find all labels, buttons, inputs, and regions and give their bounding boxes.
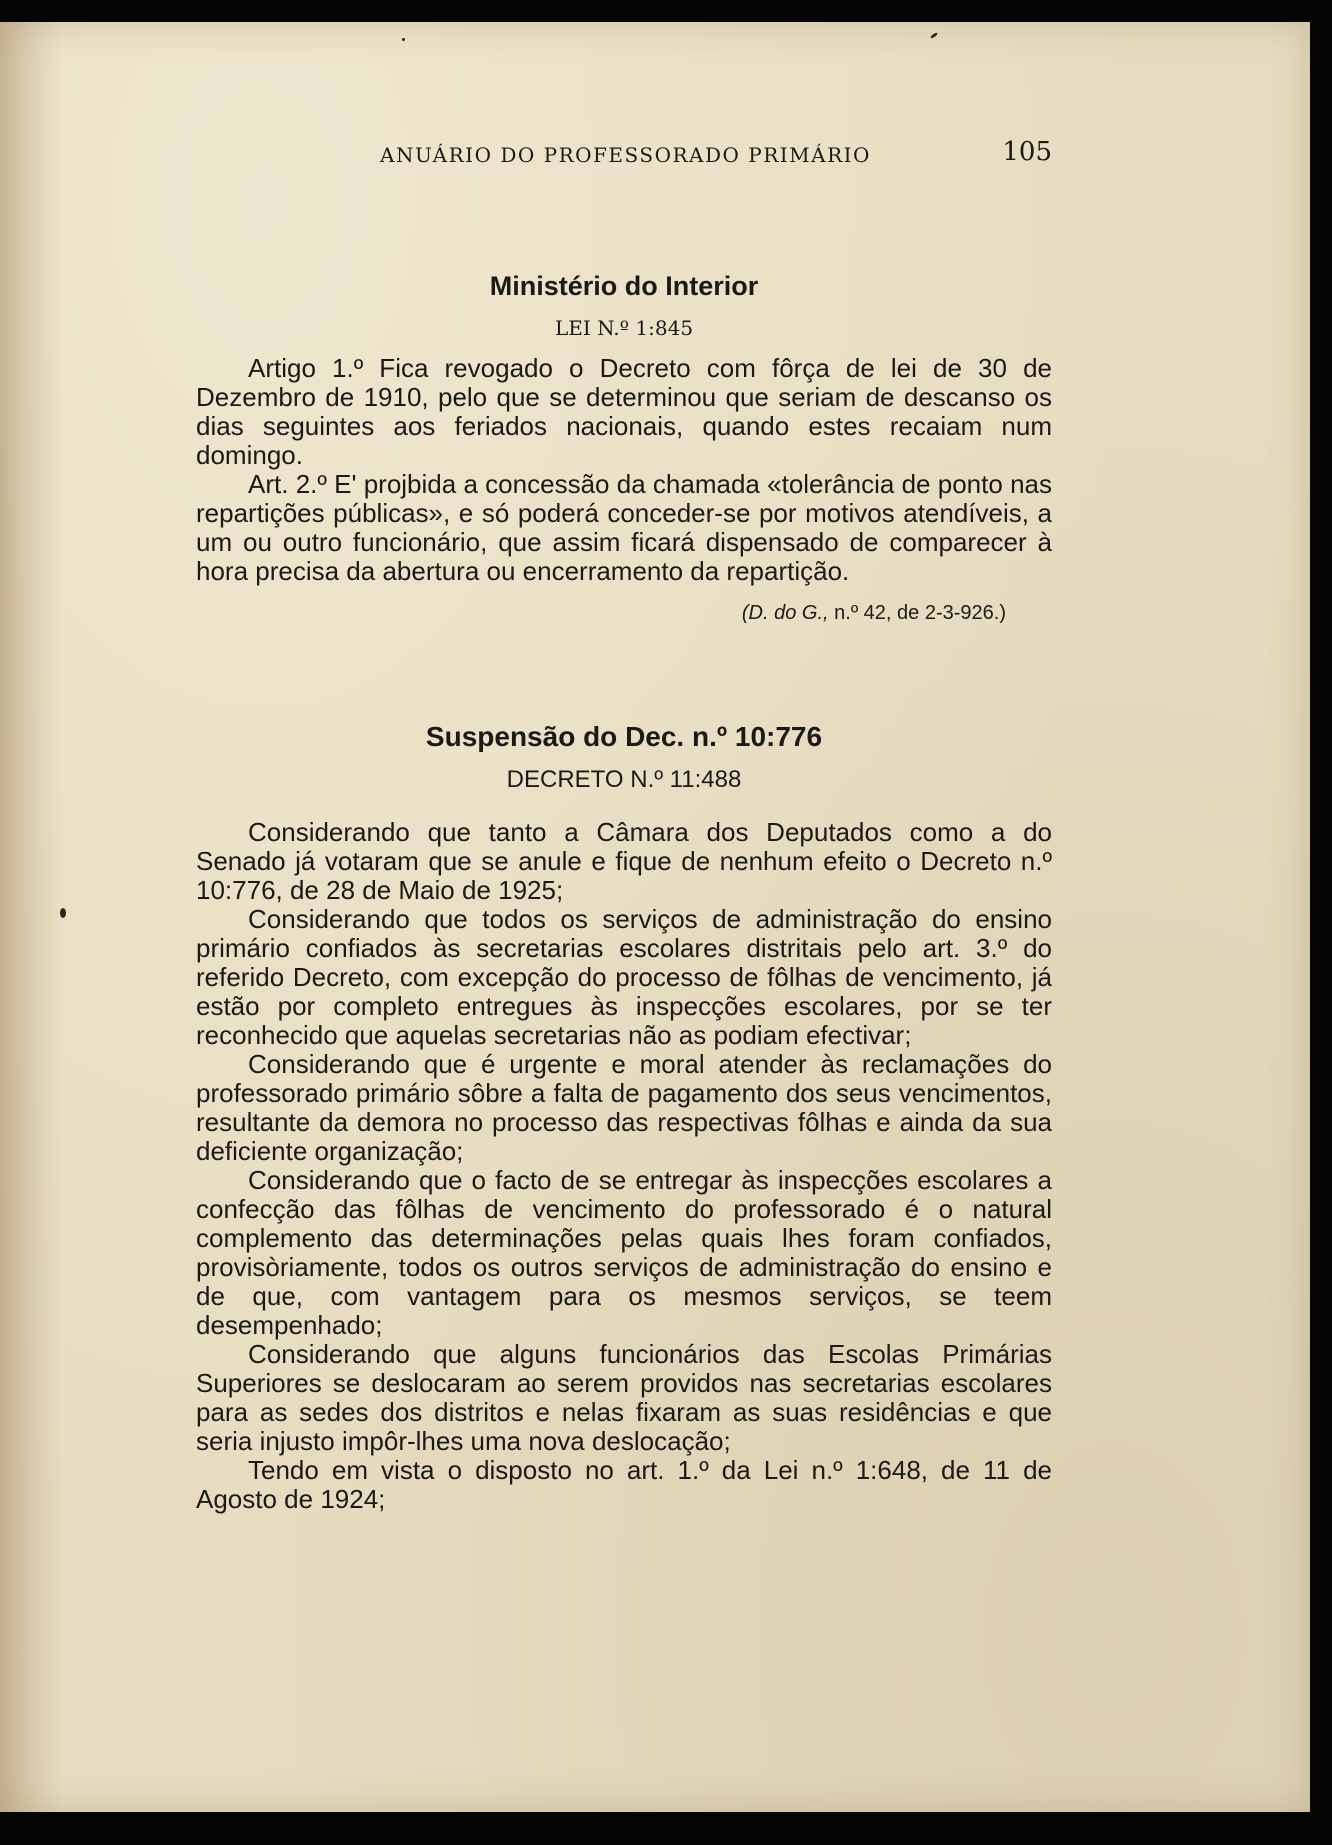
running-title: ANUÁRIO DO PROFESSORADO PRIMÁRIO bbox=[380, 143, 871, 167]
decree-body bbox=[196, 818, 1052, 1514]
article-2: Art. 2.º E' projbida a concessão da chamada «tolerância de ponto nas repartições públicas», e só poderá conceder-se por motivos atendíveis, a um ou outro funcionário, que assim ficará dispensado de comparecer à hora precisa da abertura ou encerramento da repartição. bbox=[196, 469, 1052, 586]
decree-number: DECRETO N.º 11:488 bbox=[506, 766, 742, 793]
paragraph-tendo-em-vista: Tendo em vista o disposto no art. 1.º da Lei n.º 1:648, de 11 de Agosto de 1924; bbox=[196, 1455, 1052, 1514]
page-edge-shadow bbox=[0, 22, 62, 1812]
paragraph-considerando-4: Considerando que o facto de se entregar às inspecções escolares a confecção das fôlhas de vencimento do professorado é o natural complemento das determinações pelas quais lhes foram confiados, provisòriamente, todos os outros serviços de administração do ensino e de que, com vantagem para os mesmos serviços, se teem desempenhado; bbox=[196, 1165, 1052, 1340]
ink-speck bbox=[402, 38, 405, 41]
running-header bbox=[196, 135, 1052, 171]
gazette-citation bbox=[196, 602, 1052, 625]
ink-speck bbox=[60, 908, 66, 918]
law-body bbox=[196, 354, 1052, 586]
ink-speck bbox=[930, 32, 938, 39]
article-1: Artigo 1.º Fica revogado o Decreto com fôrça de lei de 30 de Dezembro de 1910, pelo que se determinou que seriam de descanso os dias seguintes aos feriados nacionais, quando estes recaiam num domingo. bbox=[196, 353, 1052, 470]
section-ministerio-interior bbox=[196, 268, 1052, 625]
section-title: Suspensão do Dec. n.º 10:776 bbox=[425, 721, 823, 752]
citation-source: (D. do G., bbox=[741, 602, 829, 624]
paragraph-considerando-2: Considerando que todos os serviços de administração do ensino primário confiados às secretarias escolares distritais pelo art. 3.º do referido Decreto, com excepção do processo de fôlhas de vencimento, já estão por completo entregues às inspecções escolares, por se ter reconhecido que aquelas secretarias não as podiam efectivar; bbox=[196, 904, 1052, 1050]
paragraph-considerando-1: Considerando que tanto a Câmara dos Deputados como a do Senado já votaram que se anule e fique de nenhum efeito o Decreto n.º 10:776, de 28 de Maio de 1925; bbox=[196, 817, 1052, 905]
paragraph-considerando-3: Considerando que é urgente e moral atender às reclamações do professorado primário sôbre a falta de pagamento dos seus vencimentos, resultante da demora no processo das respectivas fôlhas e ainda da sua deficiente organização; bbox=[196, 1049, 1052, 1166]
citation-details: n.º 42, de 2-3-926.) bbox=[834, 602, 1006, 624]
page-number: 105 bbox=[1002, 137, 1052, 167]
law-number: LEI N.º 1:845 bbox=[554, 316, 694, 340]
paragraph-considerando-5: Considerando que alguns funcionários das Escolas Primárias Superiores se deslocaram ao serem providos nas secretarias escolares para as sedes dos distritos e nelas fixaram as suas residências e que seria injusto impôr-lhes uma nova deslocação; bbox=[196, 1339, 1052, 1456]
section-suspensao-decreto bbox=[196, 718, 1052, 1514]
section-title: Ministério do Interior bbox=[489, 271, 759, 301]
